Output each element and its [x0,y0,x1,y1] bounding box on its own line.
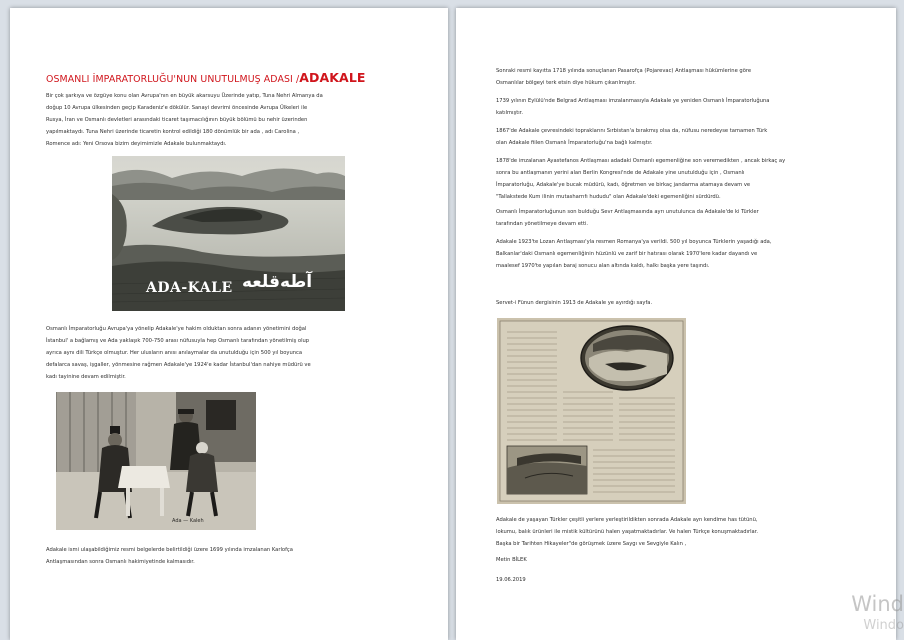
right-paragraph-4 [496,156,884,204]
text-line: katılmıştır. [496,109,523,116]
document-date [496,575,884,587]
photo2-label-text: Ada — Kaleh [172,518,204,524]
text-line: sonra bu antlaşmanın yerini alan Berlin Kongresi'nde de Adakale yine unutulduğu için , Osmanlı [496,169,745,176]
text-line: Osmanlılar bölgeyi terk etsin diye hükum çıkarılmıştır. [496,79,636,86]
right-paragraph-7 [496,298,884,310]
text-line: Başka bir Tarihten Hikayeler"de görüşmek üzere Saygı ve Sevgiyle Kalın , [496,540,687,547]
text-line: Romence adı: Yeni Orsova bizim deyimimizle Adakale bulunmaktaydı. [46,140,227,147]
right-paragraph-2 [496,96,884,120]
text-line: yapılmaktaydı. Tuna Nehri üzerinde ticaretin kontrol edildiği 180 dönümlük bir ada , adı Carolina , [46,128,300,135]
text-line: ayrıca aynı dili Türkçe olmuştur. Her ulusların anısı anılaymalar da unutulduğu için 500 yıl boyunca [46,349,303,356]
document-title [46,70,366,85]
text-line: Rusya, İran ve Osmanlı devletleri arasındaki ticaret taşımacılığının büyük bölümü bu nehir üzerinden [46,116,308,123]
text-line: Osmanlı İmparatorluğunun son bulduğu Sevr Antlaşmasında ayrı unutulunca da Adakale'de ki Türkler [496,209,759,215]
document-page-left [10,8,448,640]
text-line: Adakale de yaşayan Türkler çeşitli yerlere yerleştirildikten sonrada Adakale ayn kendime has tütünü, [496,517,758,523]
title-prefix: OSMANLI İMPARATORLUĞU'NUN UNUTULMUŞ ADASI / [46,74,300,85]
right-paragraph-3 [496,126,884,150]
text-line: Adakale ismi ulaşabildiğimiz resmi belgelerde belirtildiği üzere 1699 yılında imzalanan Karlofça [46,547,293,553]
text-line: Bir çok şarkıya ve özgüye konu olan Avrupa'nın en büyük akarsuyu Üzerinde yatıp, Tuna Nehri Almanya da [46,93,323,99]
text-line: Servet-i Fünun dergisinin 1913 de Adakale ye ayırdığı sayfa. [496,300,653,306]
date-line: 19.06.2019 [496,577,526,583]
windows-activation-watermark-2: Windo [863,618,904,633]
right-paragraph-5 [496,207,884,231]
text-line: defalarca savaş, işgaller, yönmesine rağmen Adakale'ye 1924'e kadar İstanbul'dan nahiye müdürü ve [46,361,311,368]
text-line: Adakale 1923'te Lozan Antlaşması'yla resmen Romanya'ya verildi. 500 yıl boyunca Türklerin yaşadığı ada, [496,239,772,245]
text-line: maalesef 1970'te yapılan baraj sonucu alan altında kaldı, halkı başka yere taşındı. [496,262,710,269]
right-paragraph-1 [496,66,884,90]
author-name [496,555,884,567]
servet-i-funun-magazine-scan [497,318,686,504]
adakale-men-photo [56,392,256,530]
text-line: doğup 10 Avrupa ülkesinden geçip Karadeniz'e dökülür. Sanayi devrimi öncesinde Avrupa Ülkeleri ile [46,104,308,111]
text-line: 1867'de Adakale çevresindeki topraklarını Sırbistan'a bırakmış olsa da, nüfusu neredeyse tamamen Türk [496,128,768,134]
photo-caption: ADA-KALE [146,280,233,296]
text-line: İstanbul' a bağlamış ve Ada yaklaşık 700-750 arası nüfusuyla hep Osmanlı tarafından yönetilmiş olup [46,337,310,344]
text-line: 1739 yılının Eylülü'nde Belgrad Antlaşması imzalanmasıyla Adakale ye yeniden Osmanlı İmparatorluğuna [496,98,770,104]
windows-activation-watermark: Wind [851,592,904,616]
adakale-island-photo [112,156,345,311]
text-line: Balkanlar'daki Osmanlı egemenliğinin hüzünlü ve zarif bir hatırası olarak 1970'lere kadar dayandı ve [496,250,758,257]
left-paragraph-2 [46,324,428,384]
text-line: "Tallakstede Kum ilinin mutasharrıfı hududu" olan Adakale'deki egemenliğini sürdürdü. [496,193,721,200]
document-page-right [456,8,896,640]
text-line: lokumu, balık ürünleri ile mistik kültürünü halen yaşatmaktadırlar. Ve halen Türkçe konuşmaktadırlar. [496,528,759,535]
text-line: Sonraki resmi kayıtta 1718 yılında sonuçlanan Pasarofça (Pojarevac) Antlaşması hükümlerine göre [496,68,752,74]
text-line: tarafından yönetilmeye devam etti. [496,220,589,227]
right-paragraph-6 [496,237,884,273]
text-line: olan Adakale fiilen Osmanlı İmparatorluğu'na bağlı kalmıştır. [496,139,653,146]
left-paragraph-1 [46,91,428,151]
left-paragraph-3 [46,545,428,569]
photo-arabic-caption: آطه‌قلعه [242,272,313,292]
right-paragraph-8 [496,515,884,551]
text-line: Antlaşmasından sonra Osmanlı hakimiyetinde kalmasıdır. [46,558,195,565]
text-line: Osmanlı İmparatorluğu Avrupa'ya yönelip Adakale'ye hakim olduktan sonra adanın yönetimini doğal [46,326,307,332]
text-line: 1878'de imzalanan Ayastefanos Antlaşması adadaki Osmanlı egemenliğine son veremedikten , ancak birkaç ay [496,158,786,164]
author-line: Metin BİLEK [496,557,527,563]
text-line: kadı tayinine devam edilmiştir. [46,373,126,380]
title-main: ADAKALE [299,70,366,85]
text-line: İmparatorluğu, Adakale'ye bucak müdürü, kadı, öğretmen ve birkaç jandarma atamaya devam ve [496,181,751,188]
